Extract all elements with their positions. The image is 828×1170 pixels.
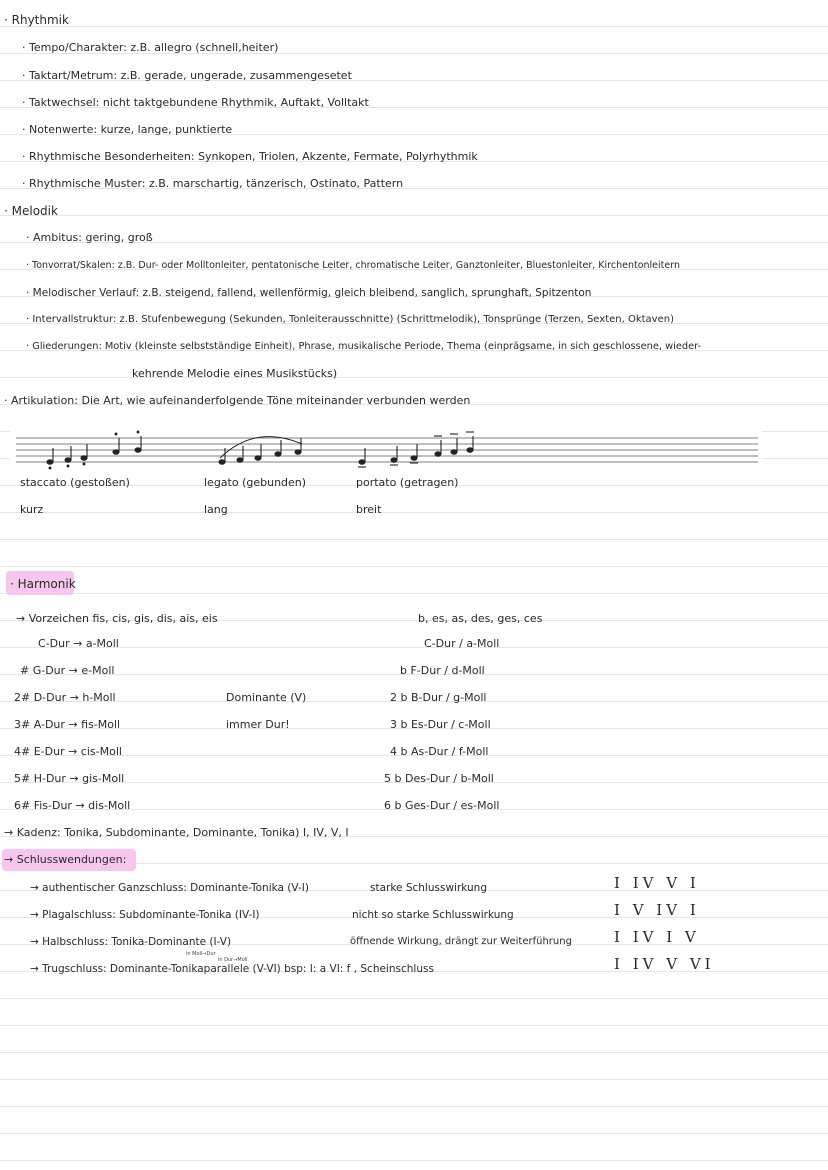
rhythmik-item: · Notenwerte: kurze, lange, punktierte [22, 123, 233, 136]
melodik-item: · Gliederungen: Motiv (kleinste selbstständige Einheit), Phrase, musikalische Periode, Thema (einprägsame, in sich geschlossene, wieder- [26, 341, 702, 352]
schluss-row-roman: I IV I V [614, 928, 700, 946]
sharp-key-row: 2# D-Dur → h-Moll [14, 691, 116, 704]
melodik-item: · Melodischer Verlauf: z.B. steigend, fallend, wellenförmig, gleich bleibend, sanglich, sprunghaft, Spitzenton [26, 287, 592, 299]
small-note-moll-dur: in Moll→Dur [186, 951, 216, 957]
sharp-key-row: C-Dur → a-Moll [38, 637, 119, 650]
harmonik-heading: · Harmonik [10, 577, 76, 591]
flat-key-row: 4 b As-Dur / f-Moll [390, 745, 489, 758]
schluss-row-roman: I V IV I [614, 901, 700, 919]
sharp-key-row: 4# E-Dur → cis-Moll [14, 745, 122, 758]
kadenz-line: → Kadenz: Tonika, Subdominante, Dominante, Tonika) I, IV, V, I [4, 826, 349, 839]
rhythmik-item: · Rhythmische Muster: z.B. marschartig, tänzerisch, Ostinato, Pattern [22, 177, 404, 190]
rhythmik-item: · Taktart/Metrum: z.B. gerade, ungerade, zusammengesetet [22, 69, 352, 82]
artikulation-heading: · Artikulation: Die Art, wie aufeinanderfolgende Töne miteinander verbunden werden [4, 394, 471, 407]
schluss-row-name: → Halbschluss: Tonika-Dominante (I-V) [30, 936, 232, 948]
melodik-heading: · Melodik [4, 204, 58, 218]
flat-key-row: 2 b B-Dur / g-Moll [390, 691, 487, 704]
sharp-key-row: 6# Fis-Dur → dis-Moll [14, 799, 131, 812]
schluss-row-name: → authentischer Ganzschluss: Dominante-Tonika (V-I) [30, 882, 309, 894]
melodik-continuation: kehrende Melodie eines Musikstücks) [132, 367, 338, 380]
melodik-item: · Tonvorrat/Skalen: z.B. Dur- oder Molltonleiter, pentatonische Leiter, chromatische Leiter, Ganztonleiter, Bluestonleiter, Kirchentonleitern [26, 260, 680, 271]
staff-notation [10, 430, 762, 472]
small-note-dur-moll: in Dur→Moll [218, 957, 248, 963]
melodik-item: · Ambitus: gering, groß [26, 231, 153, 244]
schluss-row-name: → Trugschluss: Dominante-Tonikaparallele (V-VI) bsp: I: a VI: f , Scheinschluss [30, 963, 434, 975]
dominant-note: Dominante (V) [226, 691, 307, 704]
flats-label: b, es, as, des, ges, ces [418, 612, 543, 625]
schluss-heading: → Schlusswendungen: [4, 853, 127, 866]
melodik-item: · Intervallstruktur: z.B. Stufenbewegung (Sekunden, Tonleiterausschnitte) (Schrittmelodik), Tonsprünge (Terzen, Sexten, Oktaven) [26, 314, 674, 325]
rhythmik-item: · Rhythmische Besonderheiten: Synkopen, Triolen, Akzente, Fermate, Polyrhythmik [22, 150, 478, 163]
schluss-row-effect: starke Schlusswirkung [370, 882, 488, 894]
portato-label: portato (getragen) [356, 476, 459, 489]
dominant-note-2: immer Dur! [226, 718, 290, 731]
schluss-row-roman: I IV V I [614, 874, 700, 892]
flat-key-row: b F-Dur / d-Moll [400, 664, 485, 677]
sharp-key-row: 3# A-Dur → fis-Moll [14, 718, 121, 731]
flat-key-row: C-Dur / a-Moll [424, 637, 500, 650]
staccato-desc: kurz [20, 503, 44, 516]
staccato-label: staccato (gestoßen) [20, 476, 130, 489]
flat-key-row: 3 b Es-Dur / c-Moll [390, 718, 491, 731]
portato-desc: breit [356, 503, 382, 516]
schluss-row-name: → Plagalschluss: Subdominante-Tonika (IV-I) [30, 909, 260, 921]
legato-label: legato (gebunden) [204, 476, 307, 489]
schluss-row-roman: I IV V VI [614, 955, 715, 973]
legato-desc: lang [204, 503, 228, 516]
sharp-key-row: # G-Dur → e-Moll [20, 664, 115, 677]
flat-key-row: 5 b Des-Dur / b-Moll [384, 772, 494, 785]
schluss-row-effect: öffnende Wirkung, drängt zur Weiterführung [350, 936, 572, 947]
schluss-row-effect: nicht so starke Schlusswirkung [352, 909, 514, 921]
rhythmik-heading: · Rhythmik [4, 13, 69, 27]
sharp-key-row: 5# H-Dur → gis-Moll [14, 772, 125, 785]
music-staff [10, 430, 762, 472]
rhythmik-item: · Taktwechsel: nicht taktgebundene Rhythmik, Auftakt, Volltakt [22, 96, 369, 109]
sharps-label: → Vorzeichen fis, cis, gis, dis, ais, eis [16, 612, 218, 625]
flat-key-row: 6 b Ges-Dur / es-Moll [384, 799, 500, 812]
rhythmik-item: · Tempo/Charakter: z.B. allegro (schnell,heiter) [22, 41, 279, 54]
